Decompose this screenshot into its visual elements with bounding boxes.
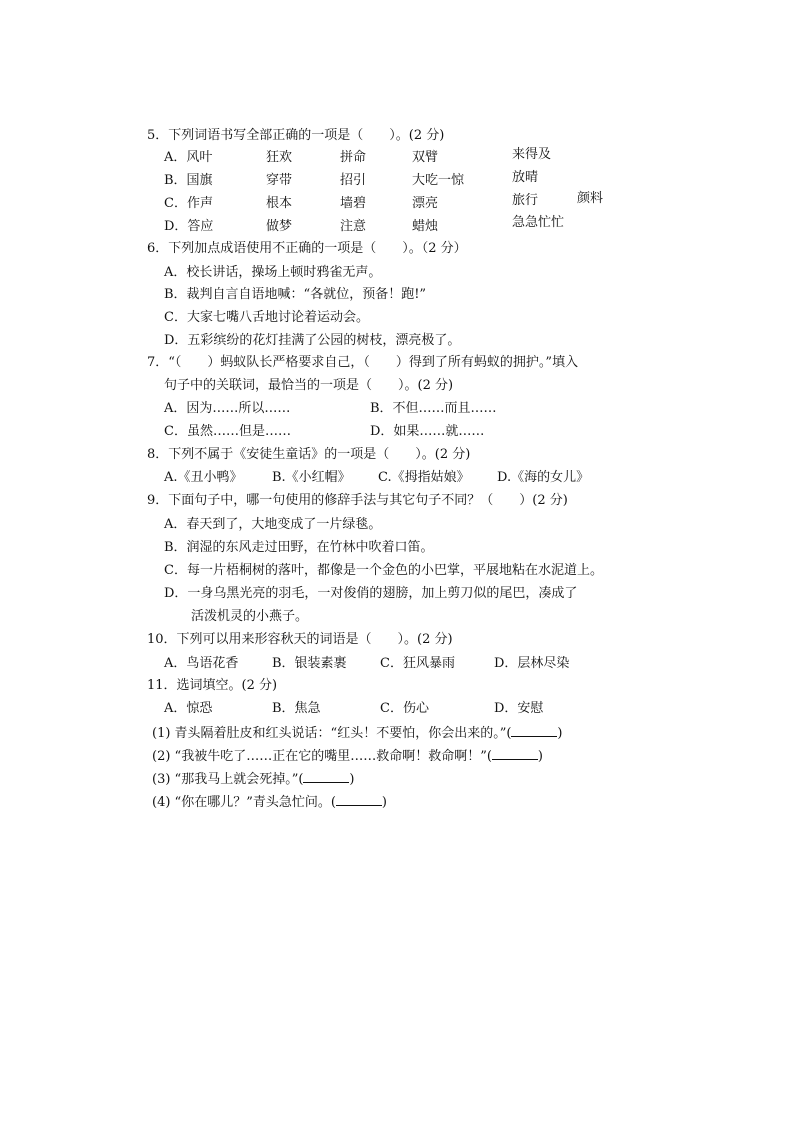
q5-b-word5: 放晴 <box>512 170 539 185</box>
q9-option-d-line2: 活泼机灵的小燕子。 <box>191 609 309 624</box>
q11-sentence-2-text: (2) “我被牛吃了……正在它的嘴里……救命啊！救命啊！”( <box>152 749 492 764</box>
q9-option-a: A．春天到了，大地变成了一片绿毯。 <box>164 517 382 532</box>
q10-stem: 10．下列可以用来形容秋天的词语是（ ）。(2 分) <box>147 632 453 647</box>
q5-b-word3: 招引 <box>340 173 367 188</box>
q5-a-word3: 拼命 <box>340 150 367 165</box>
q11-sentence-4 <box>152 792 387 812</box>
q5-d-word4: 蜡烛 <box>412 219 439 234</box>
q9-option-b: B．润湿的东风走过田野，在竹林中吹着口笛。 <box>164 540 434 555</box>
q10-option-b: B．银装素裹 <box>272 656 347 671</box>
q5-c-word6: 颜料 <box>577 191 604 206</box>
q6-stem: 6．下列加点成语使用不正确的一项是（ ）。（2 分） <box>147 241 467 256</box>
q10-option-d: D．层林尽染 <box>494 656 570 671</box>
q11-sentence-1-text: (1) 青头隔着肚皮和红头说话：“红头！不要怕，你会出来的。”( <box>152 726 512 741</box>
q6-option-b: B．裁判自言自语地喊：“各就位，预备！跑!” <box>164 287 427 302</box>
q7-option-d: D．如果……就…… <box>370 424 485 439</box>
q5-a-word5: 来得及 <box>512 147 552 162</box>
q6-option-a: A．校长讲话，操场上顿时鸦雀无声。 <box>164 265 382 280</box>
q11-stem: 11．选词填空。(2 分) <box>147 678 278 693</box>
q5-a-word4: 双臂 <box>412 150 439 165</box>
q11-sentence-2 <box>152 746 543 766</box>
q11-blank-4[interactable] <box>336 792 382 806</box>
q8-option-c: C.《拇指姑娘》 <box>378 470 470 485</box>
q7-stem-line1: 7．“（ ）蚂蚁队长严格要求自己，（ ）得到了所有蚂蚁的拥护。”填入 <box>147 355 579 370</box>
q11-sentence-2-close: ) <box>537 749 543 764</box>
q8-option-d: D.《海的女儿》 <box>497 470 590 485</box>
q5-d-word2: 做梦 <box>266 219 293 234</box>
q11-sentence-4-close: ) <box>381 795 387 810</box>
q11-sentence-1 <box>152 723 563 743</box>
q11-option-d: D．安慰 <box>494 701 544 716</box>
q11-option-c: C．伤心 <box>380 701 429 716</box>
q8-option-b: B.《小红帽》 <box>272 470 351 485</box>
q6-option-c: C．大家七嘴八舌地讨论着运动会。 <box>164 310 369 325</box>
q5-c-label: C．作声 <box>164 196 213 211</box>
q7-option-a: A．因为……所以…… <box>164 401 291 416</box>
q11-sentence-1-close: ) <box>557 726 563 741</box>
q11-sentence-3 <box>152 769 355 789</box>
q7-option-c: C．虽然……但是…… <box>164 424 291 439</box>
q11-sentence-3-text: (3) “那我马上就会死掉。”( <box>152 772 304 787</box>
q11-blank-3[interactable] <box>303 769 349 783</box>
q10-option-a: A．鸟语花香 <box>164 656 239 671</box>
q11-sentence-3-close: ) <box>349 772 355 787</box>
q8-stem: 8．下列不属于《安徒生童话》的一项是（ ）。(2 分) <box>147 447 471 462</box>
q9-option-c: C．每一片梧桐树的落叶，都像是一个金色的小巴掌，平展地粘在水泥道上。 <box>164 563 603 578</box>
q7-stem-line2: 句子中的关联词，最恰当的一项是（ ）。(2 分) <box>164 378 454 393</box>
q10-option-c: C．狂风暴雨 <box>380 656 455 671</box>
q5-b-label: B．国旗 <box>164 173 213 188</box>
q5-c-word4: 漂亮 <box>412 196 439 211</box>
q5-a-label: A．风叶 <box>164 150 213 165</box>
q5-c-word3: 墙碧 <box>340 196 367 211</box>
q5-d-word5: 急急忙忙 <box>512 215 565 230</box>
q9-stem: 9．下面句子中，哪一句使用的修辞手法与其它句子不同？（ ）(2 分) <box>147 493 568 508</box>
q11-blank-2[interactable] <box>492 746 538 760</box>
q5-b-word4: 大吃一惊 <box>412 173 465 188</box>
q5-a-word2: 狂欢 <box>266 150 293 165</box>
q5-b-word2: 穿带 <box>266 173 293 188</box>
q8-option-a: A.《丑小鸭》 <box>164 470 243 485</box>
q5-d-label: D．答应 <box>164 219 214 234</box>
q11-sentence-4-text: (4) “你在哪儿？”青头急忙问。( <box>152 795 336 810</box>
q5-stem: 5．下列词语书写全部正确的一项是（ ）。(2 分) <box>147 128 445 143</box>
q5-c-word2: 根本 <box>266 196 293 211</box>
q11-option-b: B．焦急 <box>272 701 321 716</box>
q11-option-a: A．惊恐 <box>164 701 213 716</box>
q7-option-b: B．不但……而且…… <box>370 401 497 416</box>
q6-option-d: D．五彩缤纷的花灯挂满了公园的树枝，漂亮极了。 <box>164 333 461 348</box>
q5-c-word5: 旅行 <box>512 193 539 208</box>
q5-d-word3: 注意 <box>340 219 367 234</box>
q9-option-d-line1: D．一身乌黑光亮的羽毛，一对俊俏的翅膀，加上剪刀似的尾巴，凑成了 <box>164 586 578 601</box>
q11-blank-1[interactable] <box>511 723 557 737</box>
